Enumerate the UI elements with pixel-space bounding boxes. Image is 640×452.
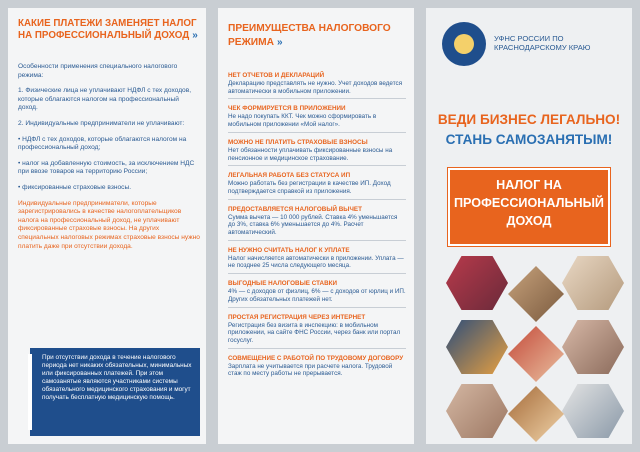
item-text: 4% — с доходов от физлиц, 6% — с доходов от юрлиц и ИП. Других обязательных платежей нет. [228, 288, 406, 303]
photo-cooking [508, 326, 564, 382]
item-heading: ВЫГОДНЫЕ НАЛОГОВЫЕ СТАВКИ [228, 280, 337, 288]
list-item [228, 247, 406, 274]
cover-title-box: НАЛОГ НА ПРОФЕССИОНАЛЬНЫЙ ДОХОД [448, 168, 610, 246]
paragraph: 2. Индивидуальные предприниматели не уплачивают: [18, 119, 185, 127]
panel-advantages [218, 8, 414, 444]
slogan-line-2: СТАНЬ САМОЗАНЯТЫМ! [445, 132, 613, 147]
advantages-list [228, 72, 406, 384]
divider [228, 240, 406, 241]
highlight-paragraph: Индивидуальные предприниматели, которые зарегистрировались в качестве налогоплательщиков налога на профессиональный доход, не уплачивают фиксированные страховые взносы. На других специальных налоговых режимах страховые взносы нужно платить даже при отсутствии дохода. [18, 199, 200, 250]
paragraph: Особенности применения специального налогового режима: [18, 63, 178, 79]
divider [228, 98, 406, 99]
panel-payments [8, 8, 206, 444]
photo-tailor [446, 256, 508, 310]
photo-ceramics [446, 320, 508, 374]
item-heading: ЛЕГАЛЬНАЯ РАБОТА БЕЗ СТАТУСА ИП [228, 172, 351, 180]
item-text: Можно работать без регистрации в качестве ИП. Доход подтверждается справкой из приложения. [228, 180, 391, 195]
payments-title-text: КАКИЕ ПЛАТЕЖИ ЗАМЕНЯЕТ НАЛОГ НА ПРОФЕССИОНАЛЬНЫЙ ДОХОД [18, 18, 197, 41]
paragraph: • НДФЛ с тех доходов, которые облагаются налогом на профессиональный доход; [18, 135, 187, 152]
divider [228, 307, 406, 308]
item-heading: НЕТ ОТЧЕТОВ И ДЕКЛАРАЦИЙ [228, 72, 325, 79]
divider [228, 348, 406, 349]
list-item [228, 172, 406, 199]
item-heading: ПРОСТАЯ РЕГИСТРАЦИЯ ЧЕРЕЗ ИНТЕРНЕТ [228, 313, 366, 321]
payments-title [18, 18, 198, 42]
divider [228, 199, 406, 200]
emblem-eagle-icon [454, 34, 474, 54]
item-text: Не надо покупать ККТ. Чек можно сформировать в мобильном приложении «Мой налог». [228, 113, 377, 129]
item-text: Нет обязанности уплачивать фиксированные взносы на пенсионное и медицинское страхование. [228, 146, 393, 162]
slogan [432, 110, 626, 150]
item-heading: НЕ НУЖНО СЧИТАТЬ НАЛОГ К УПЛАТЕ [228, 246, 350, 254]
item-heading: МОЖНО НЕ ПЛАТИТЬ СТРАХОВЫЕ ВЗНОСЫ [228, 138, 368, 146]
photo-office [562, 384, 624, 438]
item-text: Сумма вычета — 10 000 рублей. Ставка 4% уменьшается до 3%, ставка 6% уменьшается до 4%. Расчет автоматический. [228, 213, 398, 237]
photo-beauty [446, 384, 508, 438]
list-item [228, 206, 406, 241]
item-heading: СОВМЕЩЕНИЕ С РАБОТОЙ ПО ТРУДОВОМУ ДОГОВОРУ [228, 354, 404, 362]
paragraph: 1. Физические лица не уплачивают НДФЛ с тех доходов, которые облагаются налогом на профессиональный доход. [18, 87, 192, 112]
advantages-title-text: ПРЕИМУЩЕСТВА НАЛОГОВОГО РЕЖИМА [228, 23, 391, 48]
photo-hairdresser [508, 266, 564, 322]
info-box [30, 348, 200, 436]
item-text: Налог начисляется автоматически в приложении. Уплата — не позднее 25 числа следующего месяца. [228, 254, 404, 270]
chevron-icon: » [192, 30, 198, 41]
chevron-icon: » [276, 37, 283, 48]
paragraph: • фиксированные страховые взносы. [18, 183, 132, 191]
list-item [228, 355, 406, 378]
box-accent-line [28, 354, 32, 430]
list-item [228, 72, 406, 99]
divider [228, 132, 406, 133]
advantages-title [228, 22, 408, 50]
list-item [228, 139, 406, 166]
divider [228, 273, 406, 274]
list-item [228, 105, 406, 132]
slogan-line-1: ВЕДИ БИЗНЕС ЛЕГАЛЬНО! [437, 112, 621, 127]
item-text: Декларацию представлять не нужно. Учет доходов ведется автоматически в мобильном приложении. [228, 80, 403, 95]
divider [228, 165, 406, 166]
info-box-text: При отсутствии дохода в течение налогового периода нет никаких обязательных, минимальных или фиксированных платежей. При этом самозанятые являются участниками системы обязательного медицинского страхования и могут получать бесплатную медицинскую помощь. [42, 354, 192, 401]
payments-body [18, 63, 200, 258]
item-text: Зарплата не учитывается при расчете налога. Трудовой стаж по месту работы не прерывается. [228, 362, 393, 378]
photo-manicure [562, 320, 624, 374]
list-item [228, 280, 406, 307]
item-text: Регистрация без визита в инспекцию: в мобильном приложении, на сайте ФНС России, через банк или портал госуслуг. [228, 321, 401, 344]
item-heading: ПРЕДОСТАВЛЯЕТСЯ НАЛОГОВЫЙ ВЫЧЕТ [228, 205, 362, 213]
paragraph: • налог на добавленную стоимость, за исключением НДС при ввозе товаров на территорию России; [18, 159, 195, 176]
photo-baking [508, 386, 564, 442]
panel-cover [426, 8, 632, 444]
org-name: УФНС РОССИИ ПО КРАСНОДАРСКОМУ КРАЮ [494, 34, 591, 53]
photo-keys [562, 256, 624, 310]
list-item [228, 314, 406, 349]
fns-emblem-icon [442, 22, 486, 66]
item-heading: ЧЕК ФОРМИРУЕТСЯ В ПРИЛОЖЕНИИ [228, 105, 346, 113]
